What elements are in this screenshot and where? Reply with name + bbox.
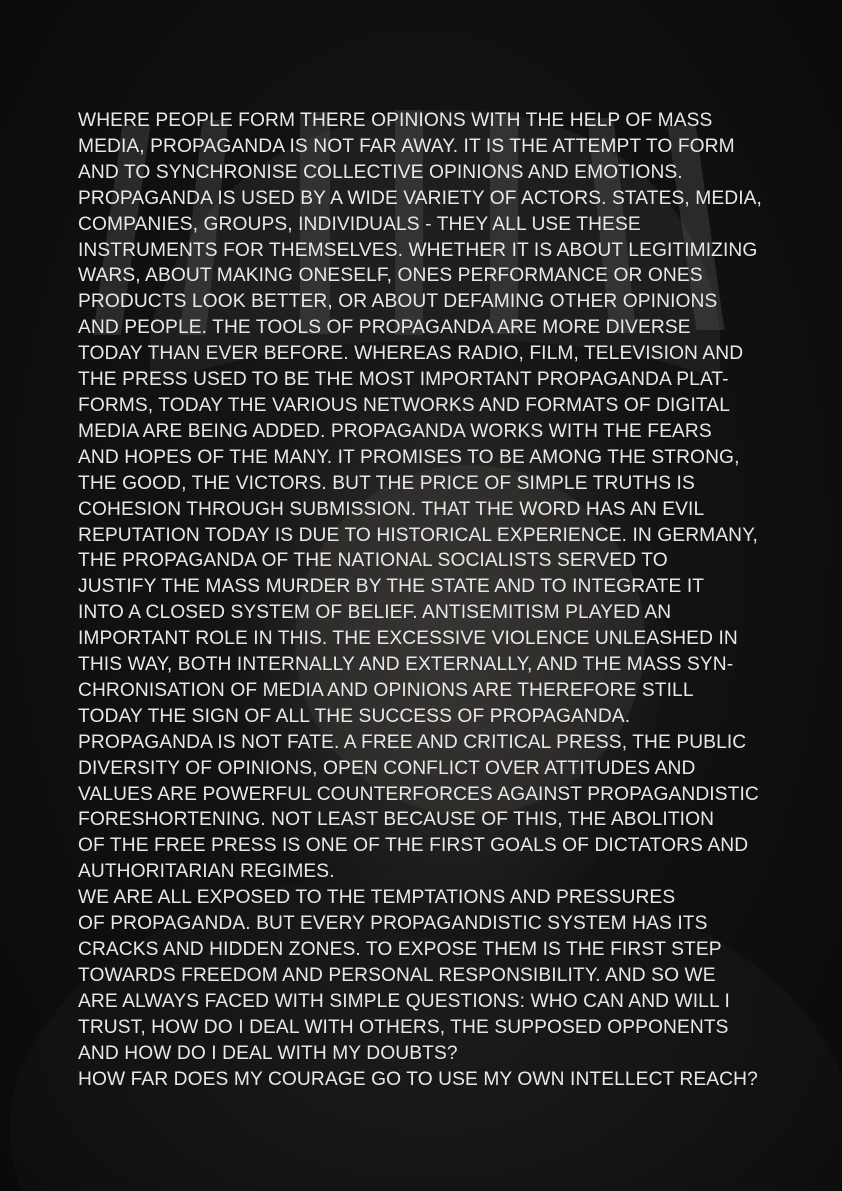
text-line: CRACKS AND HIDDEN ZONES. TO EXPOSE THEM IS THE FIRST STEP bbox=[78, 939, 722, 960]
text-line: AND PEOPLE. THE TOOLS OF PROPAGANDA ARE MORE DIVERSE bbox=[78, 317, 691, 339]
text-line: TODAY THAN EVER BEFORE. WHEREAS RADIO, FILM, TELEVISION AND bbox=[78, 343, 744, 365]
text-line: AUTHORITARIAN REGIMES. bbox=[78, 861, 335, 883]
text-line: WE ARE ALL EXPOSED TO THE TEMPTATIONS AND PRESSURES bbox=[78, 887, 676, 909]
text-line: PROPAGANDA IS NOT FATE. A FREE AND CRITICAL PRESS, THE PUBLIC bbox=[78, 731, 747, 753]
text-line: AND HOW DO I DEAL WITH MY DOUBTS? bbox=[78, 1042, 458, 1064]
text-line: COMPANIES, GROUPS, INDIVIDUALS - THEY ALL USE THESE bbox=[78, 213, 641, 235]
text-line: DIVERSITY OF OPINIONS, OPEN CONFLICT OVER ATTITUDES AND bbox=[78, 757, 696, 779]
text-line: WARS, ABOUT MAKING ONESELF, ONES PERFORMANCE OR ONES bbox=[78, 265, 703, 287]
text-line: COHESION THROUGH SUBMISSION. THAT THE WORD HAS AN EVIL bbox=[78, 498, 705, 520]
text-line: FORESHORTENING. NOT LEAST BECAUSE OF THIS, THE ABOLITION bbox=[78, 809, 715, 831]
text-line: PRODUCTS LOOK BETTER, OR ABOUT DEFAMING OTHER OPINIONS bbox=[78, 291, 718, 313]
text-line: JUSTIFY THE MASS MURDER BY THE STATE AND TO INTEGRATE IT bbox=[78, 576, 705, 598]
text-line: TODAY THE SIGN OF ALL THE SUCCESS OF PROPAGANDA. bbox=[78, 705, 631, 727]
text-line: TRUST, HOW DO I DEAL WITH OTHERS, THE SUPPOSED OPPONENTS bbox=[78, 1016, 729, 1038]
body-text bbox=[78, 108, 778, 1092]
text-line: IMPORTANT ROLE IN THIS. THE EXCESSIVE VIOLENCE UNLEASHED IN bbox=[78, 628, 738, 650]
text-line: OF THE FREE PRESS IS ONE OF THE FIRST GOALS OF DICTATORS AND bbox=[78, 835, 749, 857]
text-line: AND TO SYNCHRONISE COLLECTIVE OPINIONS AND EMOTIONS. bbox=[78, 161, 683, 183]
text-line: HOW FAR DOES MY COURAGE GO TO USE MY OWN INTELLECT REACH? bbox=[78, 1068, 758, 1090]
text-line: INSTRUMENTS FOR THEMSELVES. WHETHER IT IS ABOUT LEGITIMIZING bbox=[78, 239, 758, 261]
text-line: TOWARDS FREEDOM AND PERSONAL RESPONSIBILITY. AND SO WE bbox=[78, 964, 716, 986]
text-line: CHRONISATION OF MEDIA AND OPINIONS ARE THEREFORE STILL bbox=[78, 679, 694, 701]
text-line: WHERE PEOPLE FORM THERE OPINIONS WITH THE HELP OF MASS bbox=[78, 110, 713, 131]
text-line: OF PROPAGANDA. BUT EVERY PROPAGANDISTIC SYSTEM HAS ITS bbox=[78, 913, 708, 935]
text-line: INTO A CLOSED SYSTEM OF BELIEF. ANTISEMITISM PLAYED AN bbox=[78, 602, 672, 624]
text-line: MEDIA ARE BEING ADDED. PROPAGANDA WORKS WITH THE FEARS bbox=[78, 420, 712, 442]
text-line: THE GOOD, THE VICTORS. BUT THE PRICE OF SIMPLE TRUTHS IS bbox=[78, 472, 695, 494]
text-line: VALUES ARE POWERFUL COUNTERFORCES AGAINST PROPAGANDISTIC bbox=[78, 783, 759, 805]
text-line: ARE ALWAYS FACED WITH SIMPLE QUESTIONS: WHO CAN AND WILL I bbox=[78, 990, 730, 1012]
text-line: PROPAGANDA IS USED BY A WIDE VARIETY OF ACTORS. STATES, MEDIA, bbox=[78, 187, 762, 209]
text-line: MEDIA, PROPAGANDA IS NOT FAR AWAY. IT IS THE ATTEMPT TO FORM bbox=[78, 135, 735, 157]
text-line: THIS WAY, BOTH INTERNALLY AND EXTERNALLY, AND THE MASS SYN- bbox=[78, 654, 734, 676]
text-line: REPUTATION TODAY IS DUE TO HISTORICAL EXPERIENCE. IN GERMANY, bbox=[78, 524, 758, 546]
text-line: THE PRESS USED TO BE THE MOST IMPORTANT PROPAGANDA PLAT- bbox=[78, 369, 729, 391]
text-line: FORMS, TODAY THE VARIOUS NETWORKS AND FORMATS OF DIGITAL bbox=[78, 394, 731, 416]
text-line: AND HOPES OF THE MANY. IT PROMISES TO BE AMONG THE STRONG, bbox=[78, 446, 740, 468]
text-line: THE PROPAGANDA OF THE NATIONAL SOCIALISTS SERVED TO bbox=[78, 550, 668, 572]
